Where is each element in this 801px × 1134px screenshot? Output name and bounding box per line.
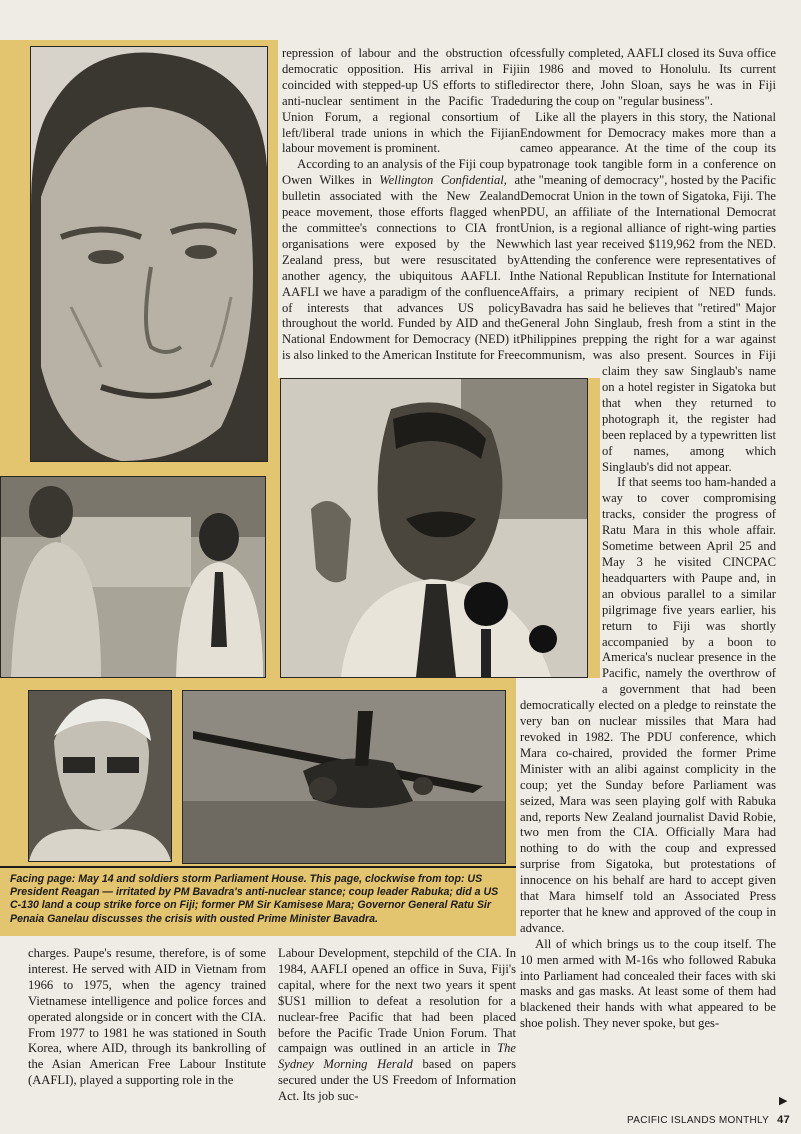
paragraph: charges. Paupe's resume, therefore, is of some interest. He served with AID in Vietnam from 1966 to 1975, when the agency trained Vietnamese intelligence and police forces and operated alongside or in concert with the CIA. From 1977 to 1981 he was stationed in South Korea, where AID, through its bankrolling of the Asian American Free Labour Institute (AAFLI), played a supporting role in the xyxy=(28,946,266,1088)
paragraph-text: According to an analysis of the Fiji coup by Owen Wilkes in xyxy=(282,157,520,188)
paragraph: cessfully completed, AAFLI closed its Suva office in 1986 and moved to Honolulu. Its current director there, John Sloan, says he was in Fiji during the coup on "regular business". xyxy=(520,46,776,108)
paragraph: All of which brings us to the coup itself. The 10 men armed with M-16s who followed Rabuka into Parliament had concealed their faces with ski masks and gas masks. At least some of them had blackened their hands with what appeared to be shoe polish. They never spoke, but ges- xyxy=(520,936,776,1031)
column-3 xyxy=(520,46,776,1106)
column-2-bottom xyxy=(278,946,516,1105)
paragraph: repression of labour and the obstruction of democratic opposition. His arrival in Fiji coincided with stepped-up US efforts to stifle anti-nuclear sentiment in the Pacific Trade Union Forum, a regional consortium of left/liberal trade unions in which the Fijian labour movement is prominent. xyxy=(282,46,520,156)
paragraph-text: a bulletin associated with the New Zealand peace movement, those efforts flagged when the committee's connections to CIA front organisations were exposed by the New Zealand press, but were resuscitated by another agency, the ubiquitous AAFLI. In AAFLI we have a paradigm of the confluence of interests that advances US policy throughout the world. Funded by AID and the National Endowment for Democracy (NED) it is also linked to the American Institute for Free xyxy=(282,173,521,363)
ganelau-bavadra-photo xyxy=(0,476,266,678)
paragraph: If that seems too ham-handed a way to cover compromising tracks, consider the progress of Ratu Mara in this whole affair. Sometime between April 25 and May 3 he visited CINCPAC headquarters with Paupe and, in an obvious parallel to a similar pilgrimage five years earlier, his return to Fiji was shortly accompanied by a boon to America's nuclear presence in the Pacific, namely the overthrow of a government that had been democratically elected on a pledge to reinstate the very ban on nuclear missiles that Mara had revoked in 1982. The PDU conference, which Mara co-chaired, provided the former Prime Minister with an alibi against complicity in the coup; yet the Sunday before Parliament was seized, Mara was seen playing golf with Rabuka and, reports New Zealand journalist David Robie, two men from the CIA. Officially Mara had nothing to do with the coup and expressed surprise from Sigatoka, but protestations of innocence on his behalf are hard to accept given that Mara himself told an Associated Press reporter that he knew and approved of the coup in advance. xyxy=(520,475,776,935)
paragraph: Like all the players in this story, the National Endowment for Democracy makes more than a cameo appearance. At the time of the coup its patronage took tangible form in a conference on the "meaning of democracy", hosted by the Pacific Democrat Union in the town of Sigatoka, Fiji. The PDU, an affiliate of the International Democrat Union, is a regional alliance of right-wing parties which last year received $119,962 from the NED. Attending the conference were representatives of the National Republican Institute for International Affairs, a primary recipient of NED funds. Bavadra has said he believes that "retired" Major General John Singlaub, fresh from a stint in the Philippines prepping the right for a war against communism, was also present. Sources in Fiji claim they saw Singlaub's name on a hotel register in Sigatoka but that when they returned to photograph it, the register had been replaced by a typewritten list of names, among which Singlaub's did not appear. xyxy=(520,109,776,474)
publication-name: PACIFIC ISLANDS MONTHLY xyxy=(627,1115,770,1126)
c130-aircraft-photo xyxy=(182,690,506,864)
continue-arrow-icon: ▶ xyxy=(779,1095,788,1107)
paragraph xyxy=(282,157,520,364)
paragraph xyxy=(278,946,516,1105)
column-1-bottom xyxy=(28,946,266,1089)
paragraph-text: based on papers secured under the US Freedom of Information Act. Its job suc- xyxy=(278,1057,516,1104)
publication-title: Wellington Confidential, xyxy=(379,173,507,188)
page-footer xyxy=(620,1114,790,1126)
paragraph-text: Labour Development, stepchild of the CIA. In 1984, AAFLI opened an office in Suva, Fiji's capital, where for the next two years it spent $US1 million to defeat a resolution for a nuclear-free Pacific that had been placed before the Pacific Trade Union Forum. That campaign was outlined in an article in xyxy=(278,946,516,1056)
photo-caption: Facing page: May 14 and soldiers storm Parliament House. This page, clockwise from top: US President Reagan — irritated by PM Bavadra's anti-nuclear stance; coup leader Rabuka; did a US C-130 land a coup strike force on Fiji; former PM Sir Kamisese Mara; Governor General Ratu Sir Penaia Ganelau discusses the crisis with ousted Prime Minister Bavadra. xyxy=(0,866,516,936)
reagan-photo xyxy=(30,46,268,462)
column-2-top xyxy=(282,46,520,364)
page-number: 47 xyxy=(777,1114,790,1126)
publication-title: The Sydney Morning Herald xyxy=(278,1041,516,1072)
photo-wrap-spacer xyxy=(520,372,602,697)
mara-photo xyxy=(28,690,172,862)
